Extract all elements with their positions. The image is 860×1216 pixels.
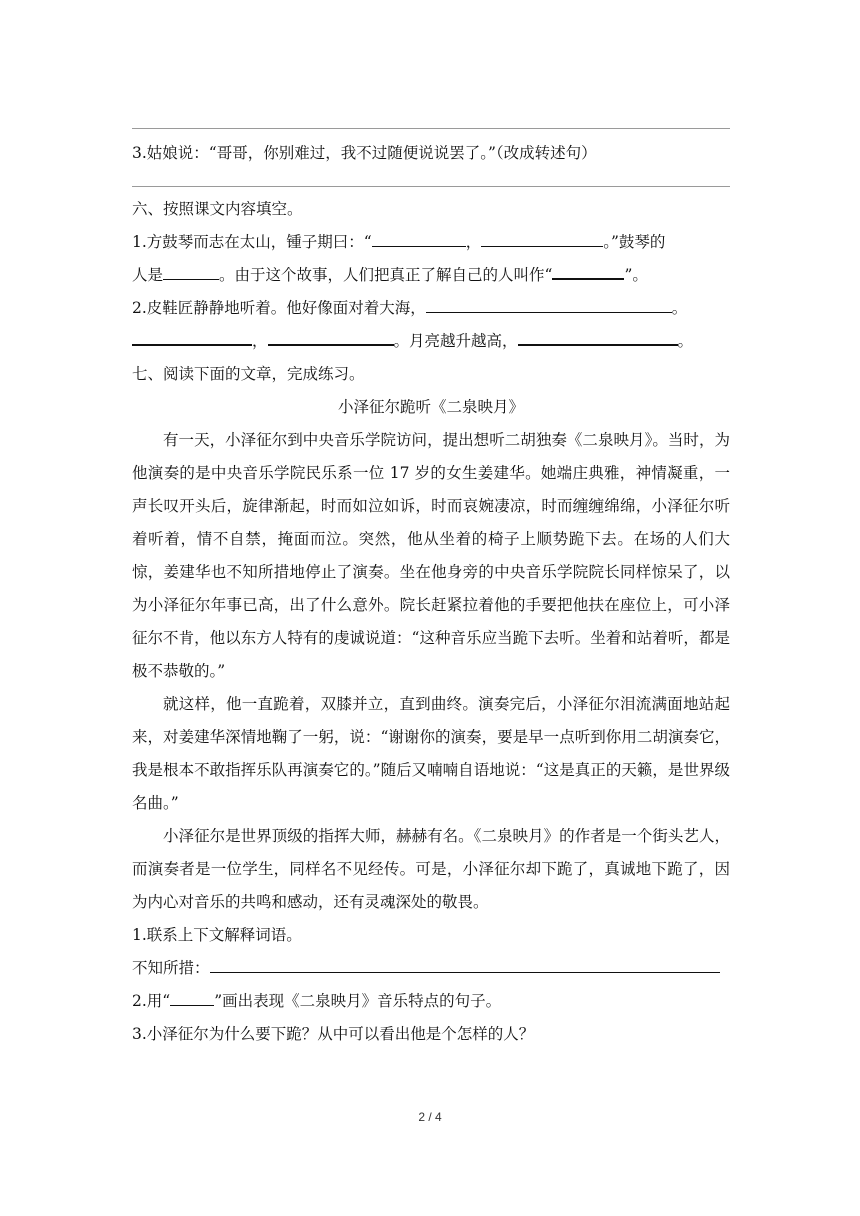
section-6-item-1-cont: 人是 。由于这个故事，人们把真正了解自己的人叫作“ ”。	[132, 259, 730, 292]
question-5-3: 3.姑娘说：“哥哥，你别难过，我不过随便说说罢了。”（改成转述句）	[132, 144, 597, 162]
article-paragraph: 就这样，他一直跪着，双膝并立，直到曲终。演奏完后，小泽征尔泪流满面地站起来，对姜建华深情地鞠了一躬，说：“谢谢你的演奏，要是早一点听到你用二胡演奏它，我是根本不敢指挥乐队再演奏它的。”随后又喃喃自语地说：“这是真正的天籁，是世界级名曲。”	[132, 695, 730, 812]
fill-blank[interactable]	[426, 295, 672, 313]
fill-blank[interactable]	[372, 229, 466, 247]
fill-blank[interactable]	[210, 955, 720, 973]
page-number: 2 / 4	[418, 1110, 442, 1124]
fill-blank[interactable]	[268, 327, 394, 346]
page-content	[132, 112, 730, 1051]
fill-blank[interactable]	[163, 262, 219, 280]
section-6-item-2-cont: ， 。月亮越升越高， 。	[132, 325, 730, 358]
fill-blank[interactable]	[132, 327, 252, 346]
fill-blank[interactable]	[518, 327, 678, 346]
fill-blank[interactable]	[552, 261, 624, 280]
section-6-item-2: 2.皮鞋匠静静地听着。他好像面对着大海， 。	[132, 292, 730, 325]
article-paragraph: 有一天，小泽征尔到中央音乐学院访问，提出想听二胡独奏《二泉映月》。当时，为他演奏的是中央音乐学院民乐系一位 17 岁的女生姜建华。她端庄典雅，神情凝重，一声长叹开头后，旋律渐起，时而如泣如诉，时而哀婉凄凉，时而缠缠绵绵，小泽征尔听着听着，情不自禁，掩面而泣。突然，他从坐着的椅子上顺势跪下去。在场的人们大惊，姜建华也不知所措地停止了演奏。坐在他身旁的中央音乐学院院长同样惊呆了，以为小泽征尔年事已高，出了什么意外。院长赶紧拉着他的手要把他扶在座位上，可小泽征尔不肯，他以东方人特有的虔诚说道：“这种音乐应当跪下去听。坐着和站着听，都是极不恭敬的。”	[132, 431, 730, 680]
section-6-item-1: 1.方鼓琴而志在太山，锺子期曰：“ ， 。”鼓琴的	[132, 226, 730, 259]
section-7-heading: 七、阅读下面的文章，完成练习。	[132, 365, 365, 383]
fill-blank[interactable]	[481, 229, 603, 247]
answer-line	[132, 186, 730, 187]
answer-line	[132, 128, 730, 129]
question-7-1-answer: 不知所措：	[132, 952, 730, 985]
question-7-2: 2.用“ ”画出表现《二泉映月》音乐特点的句子。	[132, 985, 730, 1018]
article-title: 小泽征尔跪听《二泉映月》	[337, 398, 524, 416]
question-7-3: 3.小泽征尔为什么要下跪？从中可以看出他是个怎样的人？	[132, 1025, 535, 1043]
question-7-1: 1.联系上下文解释词语。	[132, 926, 302, 944]
underline-sample	[170, 988, 214, 1006]
article-paragraph: 小泽征尔是世界顶级的指挥大师，赫赫有名。《二泉映月》的作者是一个街头艺人，而演奏者是一位学生，同样名不见经传。可是，小泽征尔却下跪了，真诚地下跪了，因为内心对音乐的共鸣和感动，还有灵魂深处的敬畏。	[132, 827, 730, 911]
section-6-heading: 六、按照课文内容填空。	[132, 200, 303, 218]
